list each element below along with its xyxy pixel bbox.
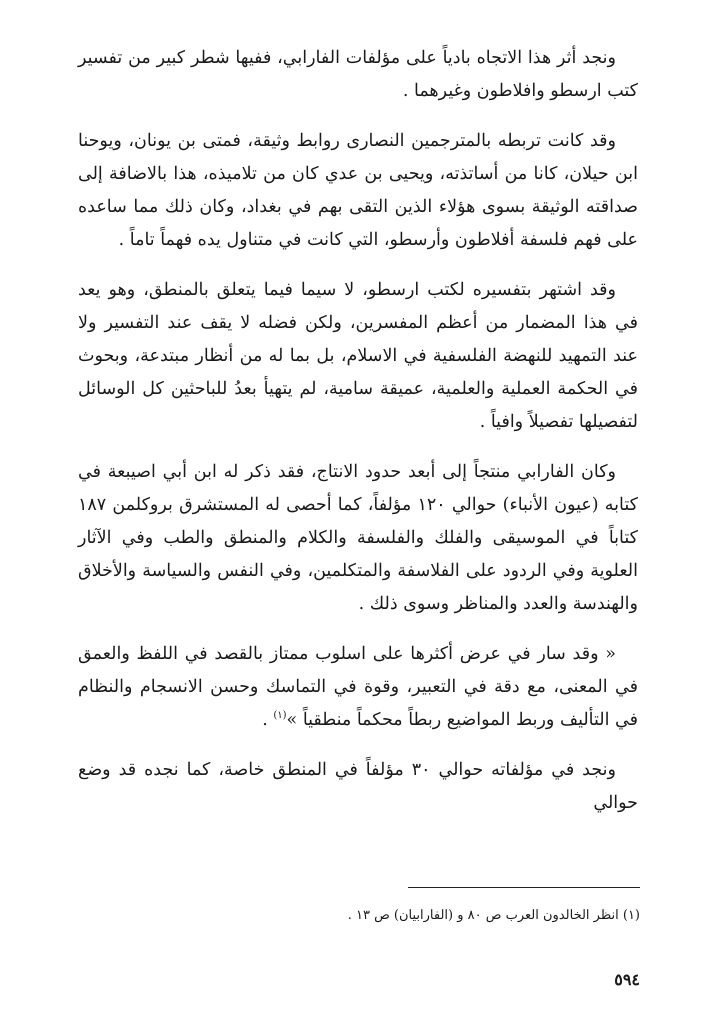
page-body <box>78 42 638 837</box>
quotation-text: « وقد سار في عرض أكثرها على اسلوب ممتاز بالقصد في اللفظ والعمق في المعنى، مع دقة في التعبير، وقوة في التماسك وحسن الانسجام والنظام في التأليف وربط المواضيع ربطاً محكماً منطقياً » <box>78 644 638 730</box>
page-number: ٥٩٤ <box>614 970 640 989</box>
paragraph-1: ونجد أثر هذا الاتجاه بادياً على مؤلفات الفارابي، ففيها شطر كبير من تفسير كتب ارسطو وافلاطون وغيرهما . <box>78 48 638 101</box>
footnote-reference: (١) <box>273 710 287 722</box>
paragraph-6: ونجد في مؤلفاته حوالي ٣٠ مؤلفاً في المنطق خاصة، كما نجده قد وضع حوالي <box>78 760 638 813</box>
paragraph-3: وقد اشتهر بتفسيره لكتب ارسطو، لا سيما فيما يتعلق بالمنطق، وهو يعد في هذا المضمار من أعظم المفسرين، ولكن فضله لا يقف عند التفسير ولا عند التمهيد للنهضة الفلسفية في الاسلام، بل بما له من أنظار مبتدعة، وبحوث في الحكمة العملية والعلمية، عميقة سامية، لم يتهيأ بعدُ للباحثين كل الوسائل لتفصيلها تفصيلاً وافياً . <box>78 280 638 432</box>
paragraph-5 <box>78 638 638 737</box>
quotation-tail: . <box>262 710 274 730</box>
footnote: (١) انظر الخالدون العرب ص ٨٠ و (الفارابيان) ص ١٣ . <box>347 908 640 923</box>
paragraph-4: وكان الفارابي منتجاً إلى أبعد حدود الانتاج، فقد ذكر له ابن أبي اصيبعة في كتابه (عيون الأنباء) حوالي ١٢٠ مؤلفاً، كما أحصى له المستشرق بروكلمن ١٨٧ كتاباً في الموسيقى والفلك والفلسفة والكلام والمنطق والطب وفي الآثار العلوية وفي الردود على الفلاسفة والمتكلمين، وفي النفس والسياسة والأخلاق والهندسة والعدد والمناظر وسوى ذلك . <box>78 462 638 614</box>
footnote-divider <box>408 887 640 888</box>
paragraph-2: وقد كانت تربطه بالمترجمين النصارى روابط وثيقة، فمتى بن يونان، ويوحنا ابن حيلان، كانا من أساتذته، ويحيى بن عدي كان من تلاميذه، هذا بالاضافة إلى صداقته الوثيقة بسوى هؤلاء الذين التقى بهم في بغداد، وكان ذلك مما ساعده على فهم فلسفة أفلاطون وأرسطو، التي كانت في متناول يده فهماً تاماً . <box>78 131 638 250</box>
